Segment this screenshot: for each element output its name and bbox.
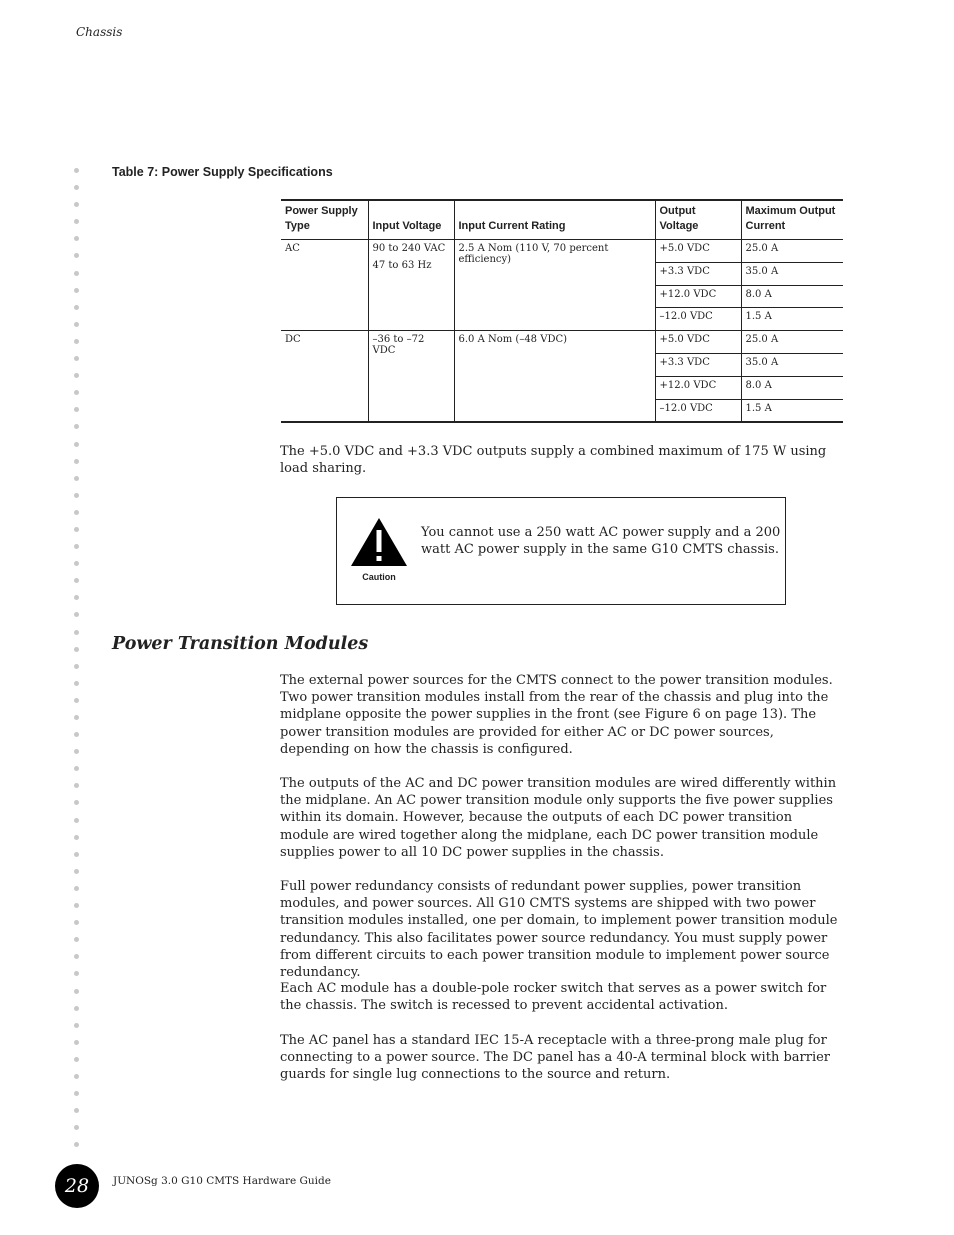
cell-output-current: 25.0 A: [741, 240, 843, 263]
margin-dot: [74, 510, 79, 515]
cell-output-voltage: +12.0 VDC: [655, 376, 741, 399]
body-paragraph: Full power redundancy consists of redundant power supplies, power transition modules, and power sources. All G10 CMTS systems are shipped with two power transition modules installed, one per domain, to implement power transition module redundancy. This also facilitates power source redundancy. You must supply power from different circuits to each power transition module to implement power source redundancy.: [280, 879, 838, 981]
cell-input-voltage: –36 to –72 VDC: [368, 331, 454, 423]
cell-output-current: 8.0 A: [741, 285, 843, 308]
load-sharing-note: The +5.0 VDC and +3.3 VDC outputs supply a combined maximum of 175 W using load sharing.: [280, 444, 827, 477]
cell-output-voltage: +12.0 VDC: [655, 285, 741, 308]
margin-dot: [74, 407, 79, 412]
margin-dot: [74, 527, 79, 532]
cell-input-current: 2.5 A Nom (110 V, 70 percent efficiency): [454, 240, 655, 331]
margin-dot: [74, 1125, 79, 1130]
cell-output-voltage: +5.0 VDC: [655, 331, 741, 354]
cell-type: AC: [281, 240, 368, 331]
cell-output-voltage: +5.0 VDC: [655, 240, 741, 263]
margin-dot: [74, 612, 79, 617]
margin-dot: [74, 202, 79, 207]
margin-dot: [74, 185, 79, 190]
margin-dot: [74, 886, 79, 891]
margin-dot: [74, 1108, 79, 1113]
margin-dot: [74, 1057, 79, 1062]
margin-dot: [74, 818, 79, 823]
margin-dot: [74, 424, 79, 429]
caution-callout: [336, 497, 786, 605]
margin-dot: [74, 954, 79, 959]
margin-dot: [74, 1142, 79, 1147]
table-row: [281, 240, 843, 263]
header-max-output-current: Maximum Output Current: [741, 200, 843, 240]
margin-dot: [74, 715, 79, 720]
margin-dot: [74, 493, 79, 498]
margin-dot: [74, 476, 79, 481]
margin-dot: [74, 288, 79, 293]
margin-dot: [74, 305, 79, 310]
header-output-voltage: Output Voltage: [655, 200, 741, 240]
margin-dot: [74, 236, 79, 241]
margin-dot: [74, 168, 79, 173]
cell-output-current: 35.0 A: [741, 262, 843, 285]
cell-input-voltage: [368, 240, 454, 331]
input-voltage-range: 90 to 240 VAC: [372, 243, 446, 254]
cell-output-current: 8.0 A: [741, 376, 843, 399]
cell-output-voltage: +3.3 VDC: [655, 353, 741, 376]
margin-dot: [74, 698, 79, 703]
margin-dot: [74, 920, 79, 925]
margin-dot: [74, 783, 79, 788]
section-title: Power Transition Modules: [112, 634, 369, 654]
header-input-voltage: Input Voltage: [368, 200, 454, 240]
margin-dot: [74, 373, 79, 378]
margin-dot: [74, 271, 79, 276]
caution-text: You cannot use a 250 watt AC power supply and a 200 watt AC power supply in the same G10 CMTS chassis.: [421, 525, 781, 558]
cell-type: DC: [281, 331, 368, 423]
margin-dot: [74, 681, 79, 686]
margin-dot: [74, 852, 79, 857]
caution-label: Caution: [362, 572, 396, 582]
margin-dot: [74, 219, 79, 224]
cell-output-voltage: +3.3 VDC: [655, 262, 741, 285]
margin-dot: [74, 339, 79, 344]
margin-dot: [74, 647, 79, 652]
cell-output-current: 1.5 A: [741, 399, 843, 422]
footer-book-title: JUNOSg 3.0 G10 CMTS Hardware Guide: [113, 1175, 331, 1187]
margin-dot: [74, 322, 79, 327]
margin-dot: [74, 1091, 79, 1096]
running-head: Chassis: [76, 25, 123, 39]
body-paragraph: The AC panel has a standard IEC 15-A receptacle with a three-prong male plug for connecting to a power source. The DC panel has a 40-A terminal block with barrier guards for single lug connections to the source and return.: [280, 1033, 831, 1083]
margin-dot: [74, 1023, 79, 1028]
warning-triangle-icon: [349, 516, 409, 582]
cell-output-current: 1.5 A: [741, 308, 843, 331]
margin-dot: [74, 578, 79, 583]
cell-output-voltage: –12.0 VDC: [655, 399, 741, 422]
margin-dot: [74, 971, 79, 976]
table-row: [281, 331, 843, 354]
page-number: 28: [55, 1164, 99, 1208]
body-paragraph: The external power sources for the CMTS connect to the power transition modules. Two power transition modules install from the rear of the chassis and plug into the midplane opposite the power supplies in the front (see Figure 6 on page 13). The power transition modules are provided for either AC or DC power sources, depending on how the chassis is configured.: [280, 673, 833, 757]
margin-dot: [74, 903, 79, 908]
margin-dot: [74, 1006, 79, 1011]
margin-dot: [74, 544, 79, 549]
margin-dot: [74, 1074, 79, 1079]
input-frequency: 47 to 63 Hz: [372, 260, 432, 271]
margin-dot: [74, 835, 79, 840]
margin-dot: [74, 390, 79, 395]
cell-output-voltage: –12.0 VDC: [655, 308, 741, 331]
body-paragraph: Each AC module has a double-pole rocker switch that serves as a power switch for the chassis. The switch is recessed to prevent accidental activation.: [280, 981, 827, 1014]
cell-output-current: 25.0 A: [741, 331, 843, 354]
table-header-row: [281, 200, 843, 240]
table-caption: Table 7: Power Supply Specifications: [112, 165, 333, 179]
margin-dot: [74, 800, 79, 805]
margin-dots: [74, 168, 80, 1159]
power-supply-spec-table: [281, 199, 843, 423]
margin-dot: [74, 630, 79, 635]
margin-dot: [74, 937, 79, 942]
margin-dot: [74, 356, 79, 361]
margin-dot: [74, 749, 79, 754]
margin-dot: [74, 561, 79, 566]
body-paragraph: The outputs of the AC and DC power transition modules are wired differently within the midplane. An AC power transition module only supports the five power supplies within its domain. However, because the outputs of each DC power transition module are wired together along the midplane, each DC power transition module supplies power to all 10 DC power supplies in the chassis.: [280, 776, 837, 860]
margin-dot: [74, 459, 79, 464]
margin-dot: [74, 989, 79, 994]
header-input-current: Input Current Rating: [454, 200, 655, 240]
margin-dot: [74, 732, 79, 737]
margin-dot: [74, 1040, 79, 1045]
margin-dot: [74, 664, 79, 669]
cell-output-current: 35.0 A: [741, 353, 843, 376]
margin-dot: [74, 766, 79, 771]
cell-input-current: 6.0 A Nom (–48 VDC): [454, 331, 655, 423]
margin-dot: [74, 595, 79, 600]
header-power-supply-type: Power Supply Type: [281, 200, 368, 240]
margin-dot: [74, 253, 79, 258]
margin-dot: [74, 442, 79, 447]
margin-dot: [74, 869, 79, 874]
